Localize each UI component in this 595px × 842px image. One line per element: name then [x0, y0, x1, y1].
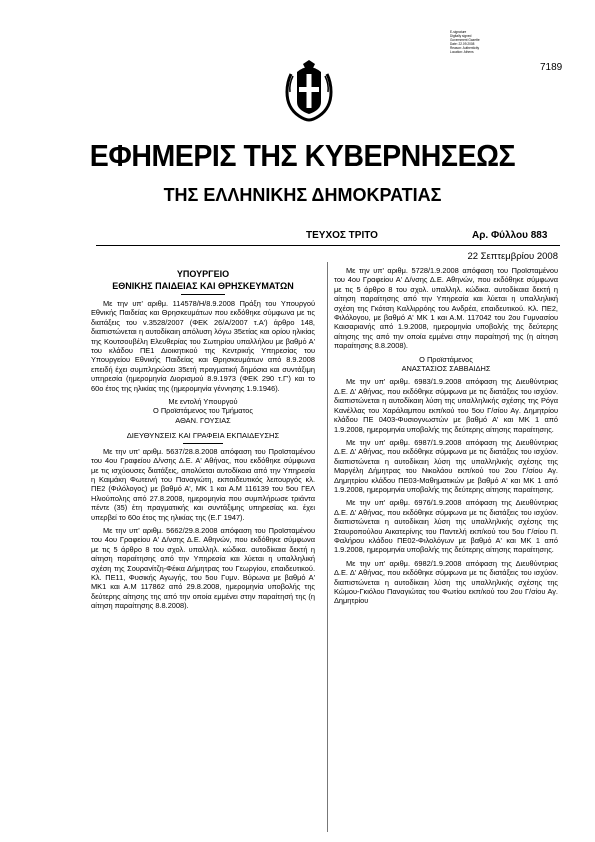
signature-block: [91, 397, 315, 425]
ministry-line: ΥΠΟΥΡΓΕΙΟ: [176, 269, 230, 279]
right-column: [334, 266, 558, 610]
greek-coat-of-arms-icon: [283, 60, 335, 122]
header-rule: [96, 245, 560, 246]
section-heading: [91, 431, 315, 443]
decision-paragraph: Με την υπ' αριθμ. 6987/1.9.2008 απόφαση της Διευθύντριας Δ.Ε. Δ' Αθήνας, που εκδόθηκε σύμφωνα με τις διατάξεις του ισχύον. διαπιστώνεται η αυτοδίκαιη λύση της υπαλληλικής σχέσης της Μαργέλη Δήμητρας του Νικολάου εκπ/κού του 2ου Γ/σίου Αγ. Δημητρίου κλάδου ΠΕ03-Μαθηματικών με βαθμό Α' και ΜΚ 1 από 1.9.2008, ημερομηνία υποβολής της δεύτερης αίτησης παραίτησης.: [334, 437, 558, 494]
issue-series: ΤΕΥΧΟΣ ΤΡΙΤΟ: [306, 230, 378, 241]
issue-date: 22 Σεπτεμβρίου 2008: [467, 251, 558, 262]
heading-underline: [183, 443, 223, 444]
decision-paragraph: Με την υπ' αριθμ. 6983/1.9.2008 απόφαση της Διευθύντριας Δ.Ε. Δ' Αθήνας, που εκδόθηκε σύμφωνα με τις διατάξεις του ισχύον. διαπιστώνεται η αυτοδίκαιη λύση της υπαλληλικής σχέσης της Ρόγα Κανέλλας του Χαράλαμπου εκπ/κού του 5ου Γ/σίου Αγ. Δημητρίου κλάδου ΠΕ 0403-Φυσιογνωστών με βαθμό Α' και ΜΚ 1 από 1.9.2008, ημερομηνία υποβολής της δεύτερης αίτησης παραίτησης.: [334, 377, 558, 434]
signature-line: Ο Προϊστάμενος: [419, 354, 473, 364]
gazette-subtitle: ΤΗΣ ΕΛΛΗΝΙΚΗΣ ΔΗΜΟΚΡΑΤΙΑΣ: [163, 185, 442, 205]
stamp-line: Reason: Authenticity: [450, 46, 480, 50]
column-divider: [327, 262, 328, 832]
digital-signature-stamp: [450, 30, 512, 54]
sheet-number: Αρ. Φύλλου 883: [472, 230, 548, 241]
signature-block: [334, 355, 558, 374]
stamp-line: Date: 22.09.2008: [450, 42, 475, 46]
decision-paragraph: Με την υπ' αριθμ. 6976/1.9.2008 απόφαση της Διευθύντριας Δ.Ε. Δ' Αθήνας, που εκδόθηκε σύμφωνα με τις διατάξεις του ισχύον. διαπιστώνεται η αυτοδίκαιη λύση της υπαλληλικής σχέσης της Σταυροπούλου Αικατερίνης του Παντελή εκπ/κού του 5ου Γ/σίου Π. Φαλήρου κλάδου ΠΕ02-Φιλολόγων με βαθμό Α' και ΜΚ 1 από 1.9.2008, ημερομηνία υποβολής της δεύτερης αίτησης παραίτησης.: [334, 498, 558, 555]
section-title: ΔΙΕΥΘΥΝΣΕΙΣ ΚΑΙ ΓΡΑΦΕΙΑ ΕΚΠΑΙΔΕΥΣΗΣ: [126, 431, 280, 441]
decision-paragraph: Με την υπ' αριθμ. 6982/1.9.2008 απόφαση της Διευθύντριας Δ.Ε. Δ' Αθήνας, που εκδόθηκε σύμφωνα με τις διατάξεις του ισχύον. διαπιστώνεται η αυτοδίκαιη λύση της υπαλληλικής σχέσης της Κώμου-Γκιόλου Παναγιώτας του Φωτίου εκπ/κού του 2ου Γ/σίου Αγ. Δημητρίου: [334, 558, 558, 606]
ministry-line: ΕΘΝΙΚΗΣ ΠΑΙΔΕΙΑΣ ΚΑΙ ΘΡΗΣΚΕΥΜΑΤΩΝ: [112, 281, 294, 291]
signature-name: ΑΝΑΣΤΑΣΙΟΣ ΣΑΒΒΑΙΔΗΣ: [401, 364, 491, 374]
stamp-line: Digitally signed: [450, 34, 472, 38]
heading-underline: [181, 294, 225, 295]
page-number: 7189: [540, 62, 563, 73]
signature-line: Με εντολή Υπουργού: [168, 397, 238, 407]
stamp-line: Government Gazette: [450, 38, 480, 42]
gazette-title: ΕΦΗΜΕΡΙΣ ΤΗΣ ΚΥΒΕΡΝΗΣΕΩΣ: [89, 138, 516, 173]
stamp-line: E-signature: [450, 30, 467, 34]
decision-paragraph: Με την υπ' αριθμ. 114578/Η/8.9.2008 Πράξη του Υπουργού Εθνικής Παιδείας και Θρησκευμάτων που εκδόθηκε σύμφωνα με τις διατάξεις του ν.3528/2007 (ΦΕΚ 26/Α/2007 τ.Α') άρθρο 148, διαπιστώνεται η αυτοδίκαιη απόλυση λόγω 35ετίας και ορίου ηλικίας της Κουτσουβέλη Ελευθερίας του Σωτηρίου υπαλλήλου με βαθμό Α' του κλάδου ΠΕ1 Διοικητικού της Κεντρικής Υπηρεσίας του Υπουργείου Εθνικής Παιδείας και Θρησκευμάτων από 8.9.2008 επειδή έχει συμπληρώσει 35ετή πραγματική δημόσια και συντάξιμη υπηρεσία (ημερομηνία Διορισμού 8.9.1973 (ΦΕΚ 290 τ.Γ') και το 60ο έτος της ηλικίας της (ημερομηνία γέννησης 1.9.1946).: [91, 299, 315, 393]
left-column: [91, 266, 315, 615]
signature-name: ΑΘΑΝ. ΓΟΥΣΙΑΣ: [175, 415, 231, 425]
decision-paragraph: Με την υπ' αριθμ. 5662/29.8.2008 απόφαση του Προϊσταμένου του 4ου Γραφείου Α' Δ/νσης Δ.Ε. Αθηνών, που εκδόθηκε σύμφωνα με τις 5 άρθρο 8 του σχολ. υπαλληλ. κώδικα. αυτοδίκαια δεκτή η αίτηση παραίτησης από την Υπηρεσία και λύεται η υπαλληλική σχέση της Σουρανίτζη-Φέικα Δήμητρας του Γεωργίου, επαιδευτικού. Κλ. ΠΕ11, Φυσικής Αγωγής, του 5ου Γυμν. Βύρωνα με βαθμό Α' ΜΚ1 και Α.Μ 117862 από 29.8.2008, ημερομηνία υποβολής της δεύτερης αίτησης της από την οποία εμμένει στην παραίτησή της (η αίτηση παραίτησης 8.8.2008).: [91, 525, 315, 611]
stamp-line: Location: Athens: [450, 50, 474, 54]
decision-paragraph: Με την υπ' αριθμ. 5637/28.8.2008 απόφαση του Προϊσταμένου του 4ου Γραφείου Δ/νσης Δ.Ε. Α' Αθήνας, που εκδόθηκε σύμφωνα με τις ισχύουσες διατάξεις, απολύεται αυτοδίκαια από την Υπηρεσία η Καιμάκη Φωτεινή του Παναγιώτη, εκπαιδευτικός λειτουργός κλ. ΠΕ2 (Φιλόλογος) με βαθμό Α', ΜΚ 1 και Α.Μ 116139 του 5ου ΓΕΛ Ηλιούπολης από 27.8.2008, ημερομηνία που συμπλήρωσε τριάντα πέντε (35) έτη πραγματικής και συντάξιμης υπηρεσίας κα. έχει υπερβεί το 60ο έτος της ηλικίας της (Ε.Γ 1947).: [91, 446, 315, 522]
signature-line: Ο Προϊστάμενος του Τμήματος: [153, 406, 253, 416]
decision-paragraph: Με την υπ' αριθμ. 5728/1.9.2008 απόφαση του Προϊσταμένου του 4ου Γραφείου Α' Δ/νσης Δ.Ε. Αθηνών, που εκδόθηκε σύμφωνα με τις 5 άρθρο 8 του σχολ. υπαλληλ. κώδικα. αυτοδίκαια δεκτή η αίτηση παραίτησης από την Υπηρεσία και λύεται η υπαλληλική σχέση της Γκότση Καλλιρρόης του Ανδρέα, επαιδευτικού. Κλ. ΠΕ2, Φιλόλογου, με βαθμό Α' ΜΚ 1 και Α.Μ. 117042 του 2ου Γυμνασίου Καισαριανής από 1.9.2008, ημερομηνία υποβολής της δεύτερης αίτησης της από την οποία εμμένει στην παραίτησή της (η αίτηση παραίτησης 8.8.2008).: [334, 266, 558, 351]
ministry-heading: [91, 268, 315, 295]
